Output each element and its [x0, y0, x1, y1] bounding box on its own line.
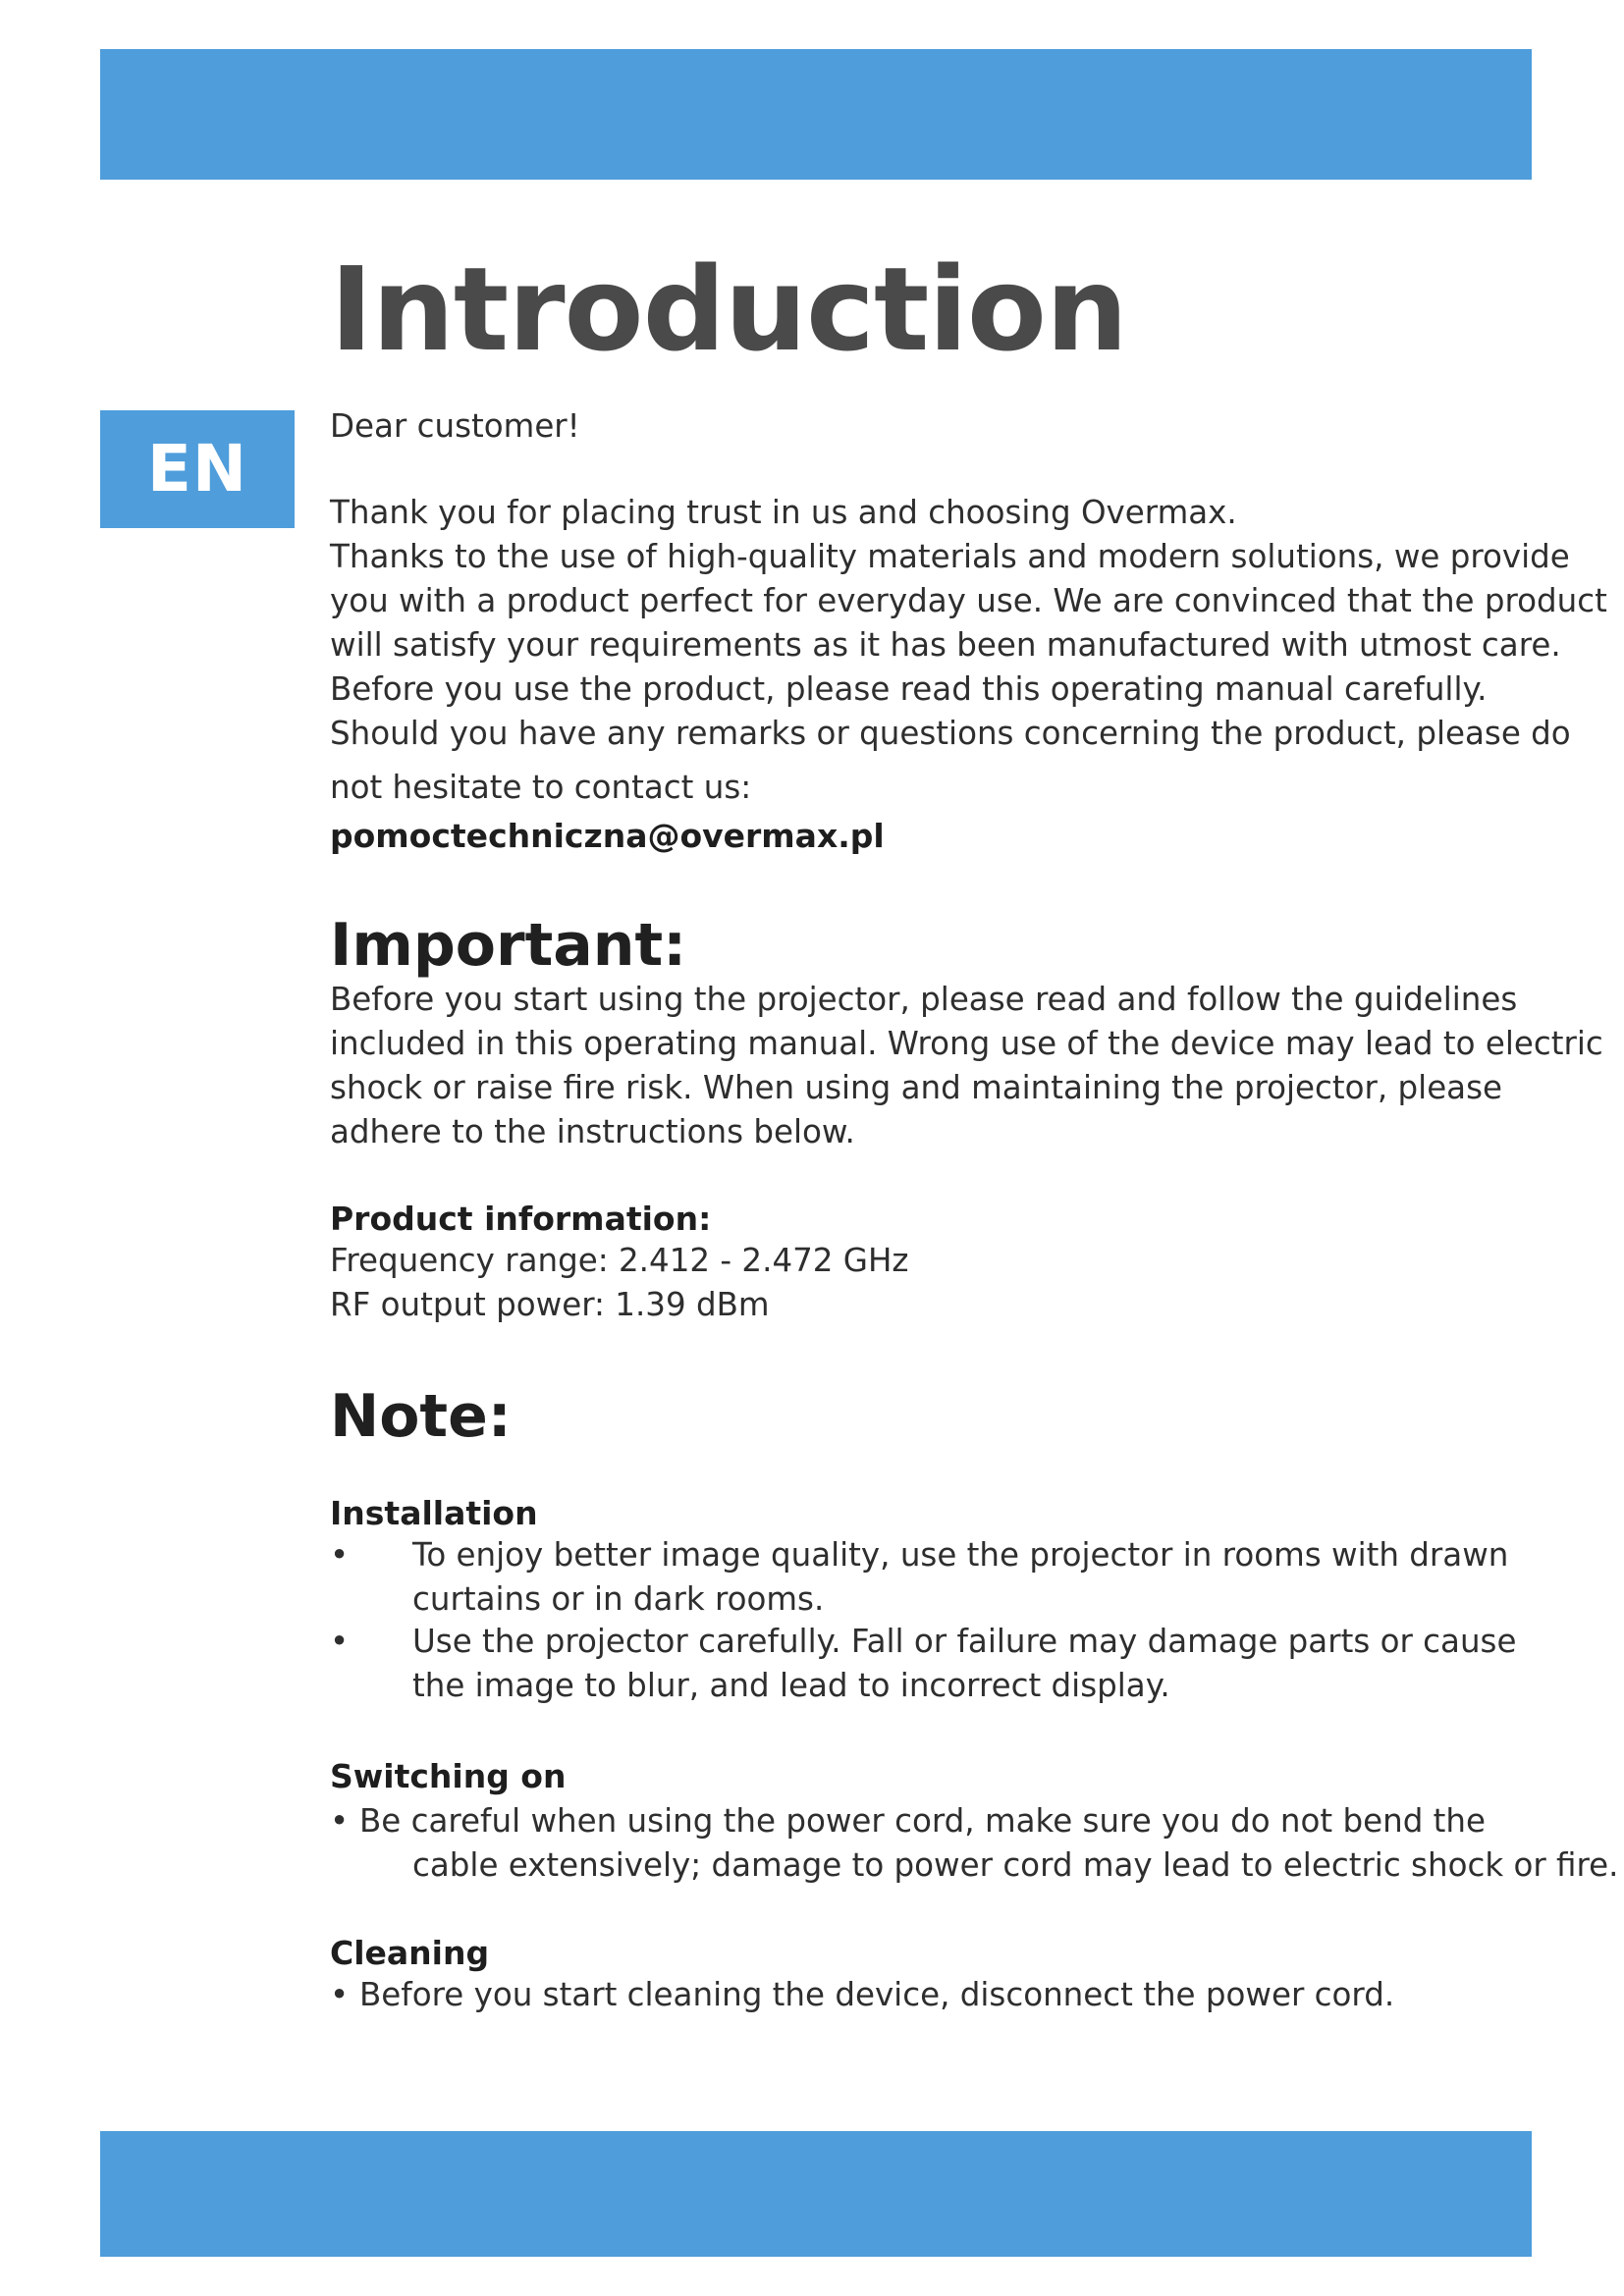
list-item-line: Before you start cleaning the device, disconnect the power cord. [359, 1976, 1395, 2013]
switching-on-heading: Switching on [330, 1757, 567, 1795]
list-item-line: Be careful when using the power cord, make sure you do not bend the [359, 1802, 1486, 1840]
list-item-line: Use the projector carefully. Fall or failure may damage parts or cause [412, 1623, 1517, 1660]
bullet-icon: • [330, 1623, 350, 1660]
intro-line: will satisfy your requirements as it has been manufactured with utmost care. [330, 626, 1561, 664]
product-info-heading: Product information: [330, 1200, 712, 1238]
installation-heading: Installation [330, 1494, 538, 1532]
important-line: Before you start using the projector, please read and follow the guidelines [330, 981, 1518, 1018]
intro-line: you with a product perfect for everyday use. We are convinced that the product [330, 582, 1607, 619]
list-item-text [412, 1533, 1508, 1622]
important-heading: Important: [330, 911, 687, 980]
contact-email-link[interactable]: pomoctechniczna@overmax.pl [330, 817, 885, 855]
note-heading: Note: [330, 1382, 512, 1451]
bullet-icon: • [330, 1976, 350, 2013]
intro-line: Thank you for placing trust in us and choosing Overmax. [330, 494, 1237, 531]
list-item-line: To enjoy better image quality, use the projector in rooms with drawn [412, 1536, 1509, 1574]
greeting: Dear customer! [330, 407, 580, 445]
important-line: adhere to the instructions below. [330, 1113, 855, 1150]
intro-line: Thanks to the use of high-quality materials and modern solutions, we provide [330, 538, 1570, 575]
bullet-icon: • [330, 1802, 350, 1840]
important-paragraph [330, 978, 1603, 1154]
page-title: Introduction [330, 241, 1127, 377]
intro-line: Should you have any remarks or questions concerning the product, please do [330, 715, 1571, 752]
intro-line: Before you use the product, please read this operating manual carefully. [330, 670, 1488, 708]
intro-paragraph [330, 491, 1607, 810]
bullet-icon: • [330, 1536, 350, 1574]
list-item-text [359, 1973, 1394, 2017]
list-item-line: cable extensively; damage to power cord may lead to electric shock or fire. [412, 1846, 1619, 1884]
list-item-line: the image to blur, and lead to incorrect display. [412, 1667, 1170, 1704]
list-item-line: curtains or in dark rooms. [412, 1580, 825, 1618]
cleaning-heading: Cleaning [330, 1934, 490, 1972]
list-item-text [359, 1799, 1619, 1888]
footer-band [100, 2131, 1532, 2257]
header-band [100, 49, 1532, 180]
product-info-line: RF output power: 1.39 dBm [330, 1286, 770, 1323]
important-line: shock or raise fire risk. When using and maintaining the projector, please [330, 1069, 1503, 1106]
important-line: included in this operating manual. Wrong use of the device may lead to electric [330, 1025, 1603, 1062]
product-info-line: Frequency range: 2.412 - 2.472 GHz [330, 1242, 909, 1279]
intro-line: not hesitate to contact us: [330, 769, 752, 806]
product-info-list [330, 1239, 909, 1327]
list-item-text [412, 1620, 1516, 1708]
language-tab: EN [100, 410, 295, 528]
